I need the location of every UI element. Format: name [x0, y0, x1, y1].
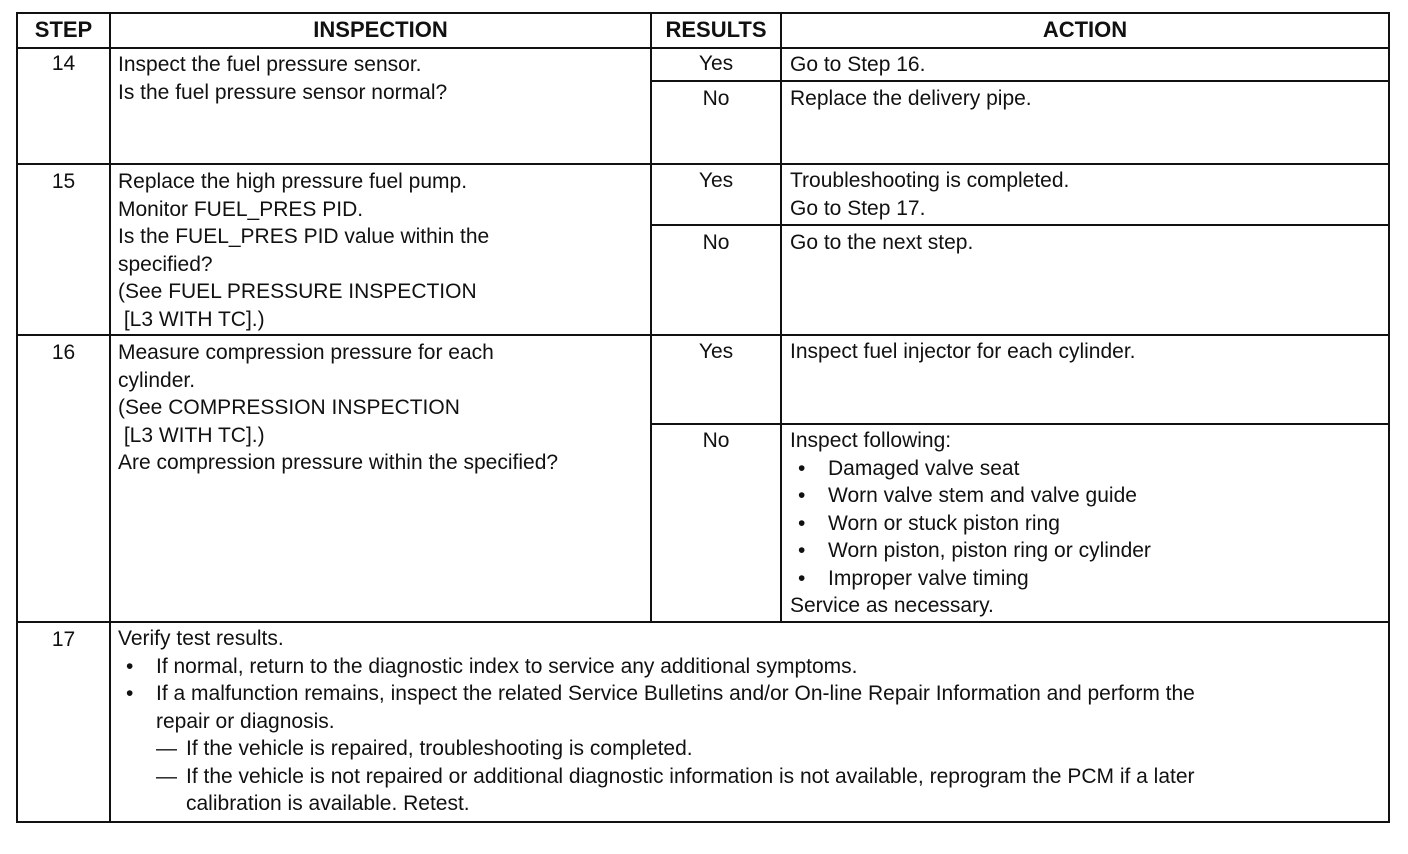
- list-item: • Damaged valve seat: [790, 455, 1151, 483]
- list-item: [156, 763, 1195, 818]
- rule-step14-bottom: [16, 163, 1390, 165]
- list-item-text: calibration is available. Retest.: [186, 792, 470, 815]
- inspection-line: [L3 WITH TC].): [118, 307, 265, 331]
- dash-list: [156, 735, 1195, 818]
- inspection-text: [118, 339, 558, 477]
- action-line: Troubleshooting is completed.: [790, 169, 1070, 192]
- bullet-list: [118, 653, 1195, 818]
- list-item: [118, 653, 1195, 681]
- step-number: 14: [51, 52, 76, 75]
- action-text: Go to the next step.: [790, 231, 974, 254]
- inspection-line: Monitor FUEL_PRES PID.: [118, 197, 364, 221]
- result-no: No: [702, 231, 730, 254]
- inspection-text: [118, 168, 489, 333]
- step-number: 17: [51, 628, 76, 651]
- inspection-line: (See FUEL PRESSURE INSPECTION: [118, 280, 477, 303]
- action-text: Replace the delivery pipe.: [790, 87, 1032, 110]
- list-item: • Worn valve stem and valve guide: [790, 482, 1151, 510]
- header-inspection: INSPECTION: [313, 17, 448, 42]
- list-item-text: • If a malfunction remains, inspect the related Service Bulletins and/or On-line Repair Information and perform the: [156, 682, 1195, 705]
- inspection-text: [118, 625, 1195, 818]
- action-line: Go to Step 17.: [790, 196, 926, 220]
- list-item: [156, 735, 1195, 763]
- inspection-line: [L3 WITH TC].): [118, 423, 265, 447]
- action-text: [790, 167, 1069, 222]
- rule-header-bottom: [16, 47, 1390, 49]
- list-item: [118, 680, 1195, 818]
- step-number: 16: [51, 341, 76, 364]
- step-number: 15: [51, 170, 76, 193]
- list-item: • Worn or stuck piston ring: [790, 510, 1151, 538]
- header-action: ACTION: [1042, 17, 1128, 42]
- action-text: [790, 427, 1151, 620]
- result-yes: Yes: [698, 340, 734, 363]
- rule-step15-bottom: [16, 334, 1390, 336]
- header-step: STEP: [34, 17, 93, 42]
- action-line: Service as necessary.: [790, 594, 994, 617]
- rule-step16-bottom: [16, 621, 1390, 623]
- result-no: No: [702, 87, 730, 110]
- rule-step15-results-split: [650, 224, 1390, 226]
- inspection-text: [118, 51, 447, 106]
- inspection-line: specified?: [118, 252, 213, 276]
- result-yes: Yes: [698, 52, 734, 75]
- inspection-line: Is the fuel pressure sensor normal?: [118, 80, 448, 104]
- rule-step14-results-split: [650, 80, 1390, 82]
- action-text: Inspect fuel injector for each cylinder.: [790, 340, 1136, 363]
- bullet-list: [790, 455, 1151, 593]
- inspection-line: Replace the high pressure fuel pump.: [118, 170, 468, 193]
- rule-step-col: [109, 12, 111, 823]
- list-item-text: If normal, return to the diagnostic index to service any additional symptoms.: [156, 654, 858, 678]
- action-text: Go to Step 16.: [790, 53, 926, 76]
- inspection-line: Verify test results.: [118, 627, 284, 650]
- inspection-line: Are compression pressure within the specified?: [118, 451, 559, 474]
- inspection-line: Measure compression pressure for each: [118, 341, 494, 364]
- rule-step16-results-split: [650, 423, 1390, 425]
- result-no: No: [702, 429, 730, 452]
- inspection-line: (See COMPRESSION INSPECTION: [118, 396, 460, 419]
- list-item-text: — If the vehicle is not repaired or additional diagnostic information is not available, reprogram the PCM if a later: [186, 764, 1195, 788]
- list-item: • Worn piston, piston ring or cylinder: [790, 537, 1151, 565]
- list-item-text: repair or diagnosis.: [156, 709, 335, 733]
- rule-results-col: [780, 12, 782, 623]
- list-item: • Improper valve timing: [790, 565, 1151, 593]
- inspection-line: cylinder.: [118, 368, 196, 392]
- result-yes: Yes: [698, 169, 734, 192]
- action-line: Inspect following:: [790, 429, 952, 452]
- inspection-line: Inspect the fuel pressure sensor.: [118, 53, 422, 76]
- inspection-line: Is the FUEL_PRES PID value within the: [118, 225, 490, 248]
- list-item-text: If the vehicle is repaired, troubleshooting is completed.: [186, 737, 693, 760]
- header-results: RESULTS: [665, 17, 767, 42]
